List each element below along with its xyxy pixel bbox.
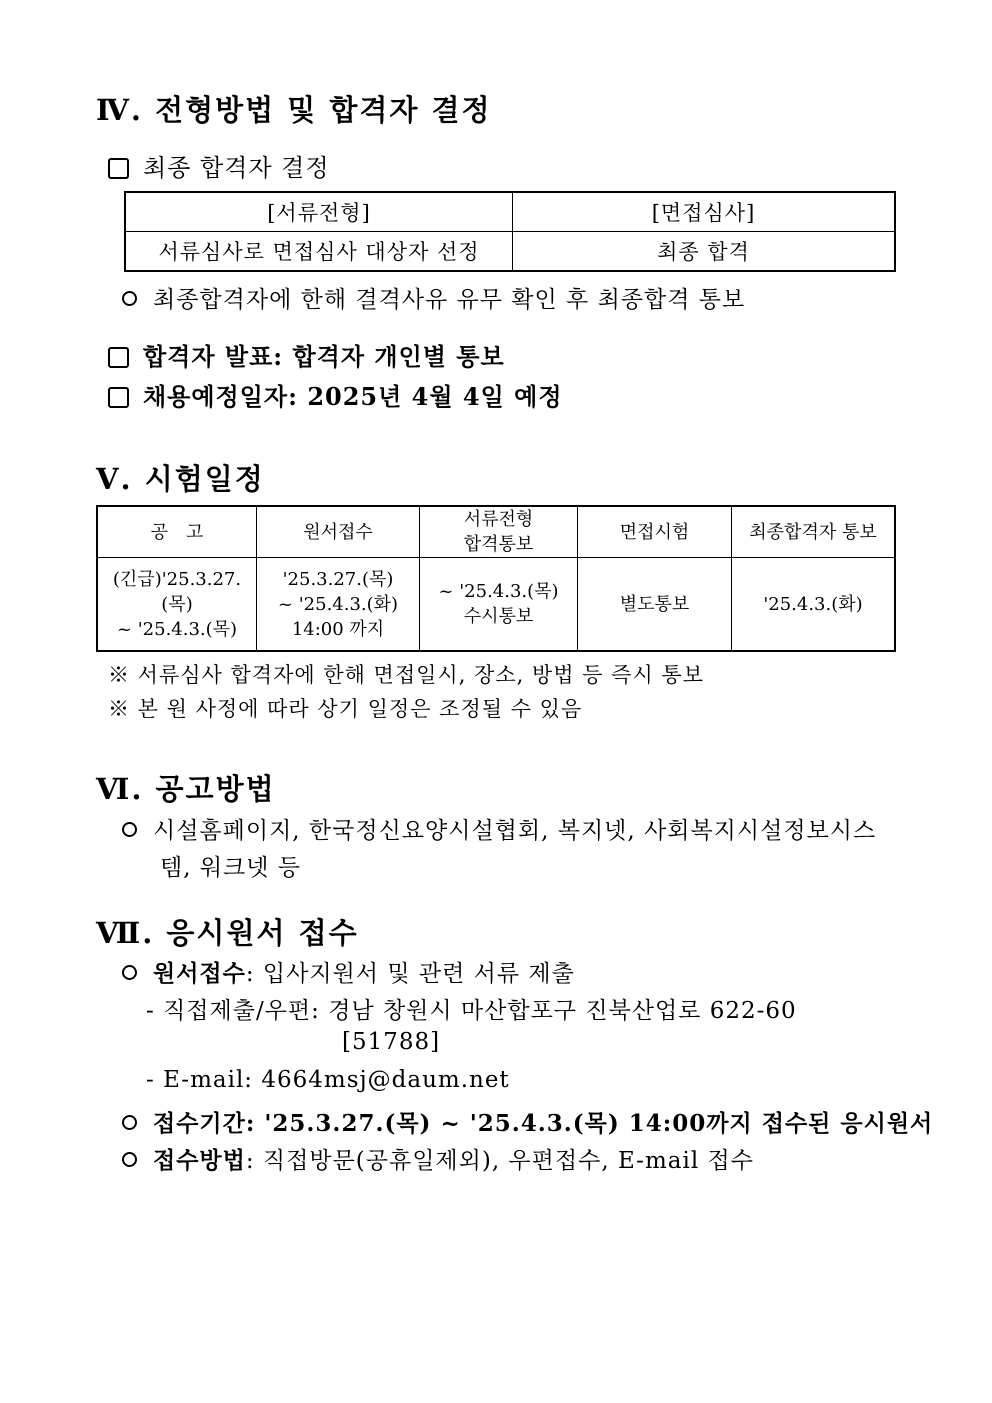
section-5-title: Ⅴ. 시험일정 (96, 462, 265, 496)
section-4-title: Ⅳ. 전형방법 및 합격자 결정 (96, 93, 492, 127)
schedule-header-doc-line2: 합격통보 (463, 534, 534, 555)
method-label: 접수방법 (153, 1147, 246, 1174)
schedule-apply-line2: ~ '25.4.3.(화) (277, 593, 399, 615)
schedule-cell-interview: 별도통보 (578, 558, 732, 652)
item-announcement-label: 합격자 발표: 합격자 개인별 통보 (143, 342, 505, 371)
schedule-header-doc (420, 506, 578, 558)
schedule-table (96, 505, 896, 652)
item-announcement (108, 337, 505, 372)
period-label: 접수기간 (153, 1110, 246, 1137)
section-6-title: Ⅵ. 공고방법 (96, 772, 276, 806)
announce-method-line1: 시설홈페이지, 한국정신요양시설협회, 복지넷, 사회복지시설정보시스 (153, 818, 877, 844)
method-bullet (122, 1142, 754, 1175)
schedule-header-doc-line1: 서류전형 (463, 509, 534, 530)
circle-bullet-icon (122, 291, 137, 306)
schedule-header-final: 최종합격자 통보 (732, 506, 896, 558)
item-final-decision-label: 최종 합격자 결정 (143, 154, 330, 182)
announce-method-line2: 템, 워크넷 등 (160, 855, 302, 881)
section-7-title: Ⅶ. 응시원서 접수 (96, 916, 359, 950)
selection-cell-interview: 최종 합격 (513, 232, 896, 272)
selection-header-doc: [서류전형] (125, 192, 513, 232)
circle-bullet-icon (122, 1152, 137, 1167)
item-hire-date-label: 채용예정일자: 2025년 4월 4일 예정 (143, 382, 563, 411)
schedule-note-2: ※ 본 원 사정에 따라 상기 일정은 조정될 수 있음 (108, 697, 583, 721)
application-text: : 입사지원서 및 관련 서류 제출 (245, 961, 575, 987)
selection-cell-doc: 서류심사로 면접심사 대상자 선정 (125, 232, 513, 272)
selection-header-interview: [면접심사] (513, 192, 896, 232)
schedule-doc-line2: 수시통보 (463, 606, 534, 627)
schedule-doc-line1: ~ '25.4.3.(목) (438, 581, 559, 602)
schedule-cell-apply (257, 558, 420, 652)
schedule-notice-line1: (긴급)'25.3.27.(목) (112, 568, 242, 615)
submit-email: - E-mail: 4664msj@daum.net (146, 1067, 510, 1093)
item-hire-date (108, 377, 563, 412)
application-label: 원서접수 (153, 960, 246, 987)
circle-bullet-icon (122, 965, 137, 980)
schedule-notice-line2: ~ '25.4.3.(목) (116, 618, 238, 640)
schedule-note-1: ※ 서류심사 합격자에 한해 면접일시, 장소, 방법 등 즉시 통보 (108, 663, 705, 687)
checkbox-square-icon (108, 387, 129, 408)
schedule-cell-notice (97, 558, 257, 652)
schedule-header-apply: 원서접수 (257, 506, 420, 558)
schedule-cell-doc (420, 558, 578, 652)
item-final-decision (108, 148, 330, 183)
submit-address: - 직접제출/우편: 경남 창원시 마산합포구 진북산업로 622-60 (146, 998, 797, 1024)
checkbox-square-icon (108, 347, 129, 368)
selection-table (124, 191, 896, 272)
schedule-apply-line1: '25.3.27.(목) (282, 568, 394, 590)
method-text: : 직접방문(공휴일제외), 우편접수, E-mail 접수 (245, 1148, 754, 1174)
final-notice-text: 최종합격자에 한해 결격사유 유무 확인 후 최종합격 통보 (153, 287, 746, 313)
schedule-header-notice: 공 고 (97, 506, 257, 558)
period-bullet (122, 1105, 933, 1138)
schedule-header-interview: 면접시험 (578, 506, 732, 558)
application-bullet (122, 955, 575, 988)
announce-method-bullet (122, 812, 876, 845)
schedule-cell-final: '25.4.3.(화) (732, 558, 896, 652)
final-notice-bullet (122, 281, 745, 314)
circle-bullet-icon (122, 1115, 137, 1130)
period-text: : '25.3.27.(목) ~ '25.4.3.(목) 14:00까지 접수된 응시원서 (245, 1110, 934, 1137)
checkbox-square-icon (108, 158, 129, 179)
submit-zip: [51788] (342, 1029, 441, 1055)
schedule-apply-line3: 14:00 까지 (291, 618, 385, 640)
circle-bullet-icon (122, 822, 137, 837)
